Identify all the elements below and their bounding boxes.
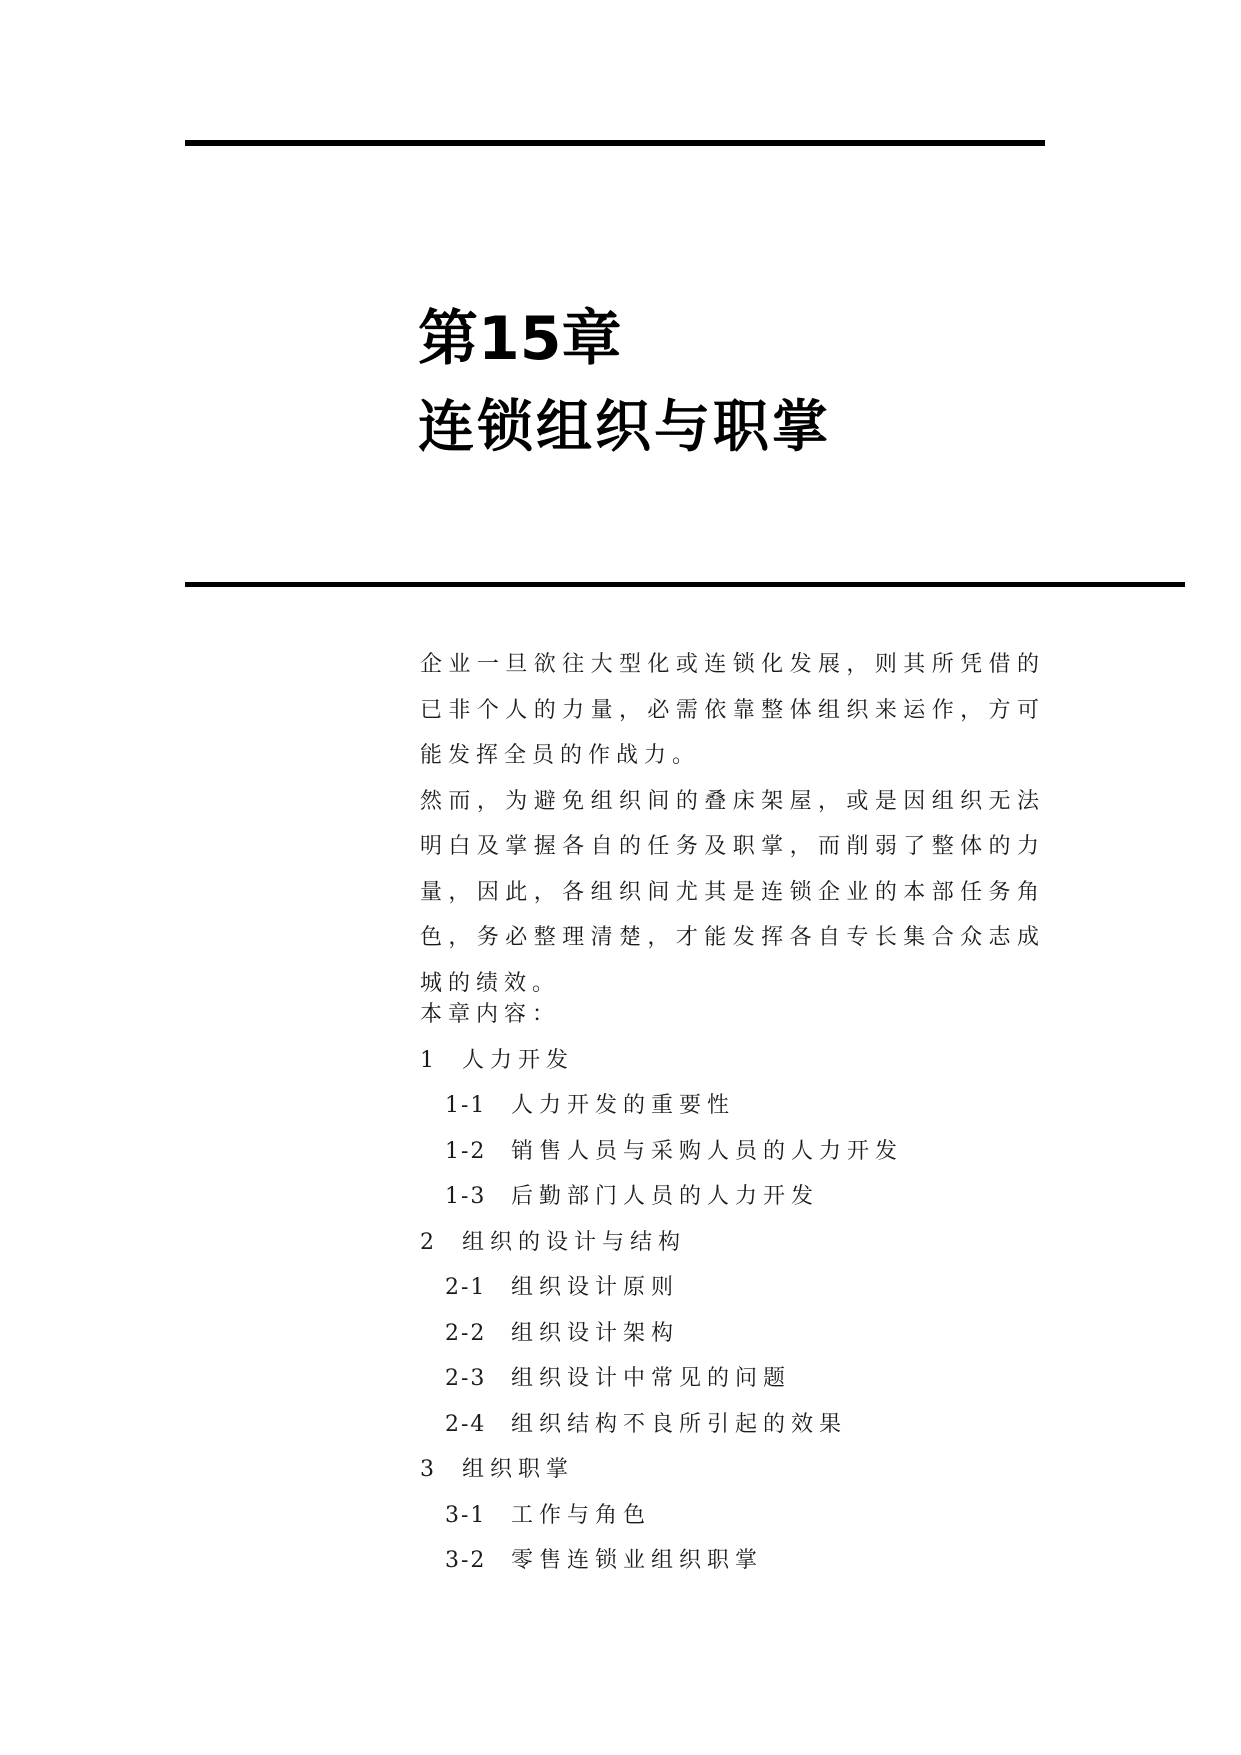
section-rule — [185, 582, 1185, 587]
chapter-title: 连锁组织与职掌 — [418, 395, 831, 460]
contents-item — [420, 1447, 1045, 1493]
contents-item-number: 1-2 — [445, 1138, 487, 1164]
top-rule — [185, 140, 1045, 146]
contents-item-label: 组织结构不良所引起的效果 — [511, 1411, 848, 1437]
contents-item-label: 组织设计原则 — [511, 1275, 680, 1300]
contents-item-label: 组织设计中常见的问题 — [511, 1366, 792, 1391]
contents-subitem — [420, 1129, 1045, 1175]
contents-item-number: 2 — [420, 1229, 436, 1255]
contents-item-label: 组织职掌 — [462, 1457, 575, 1482]
contents-item-label: 人力开发的重要性 — [511, 1093, 736, 1118]
contents-item-label: 零售连锁业组织职掌 — [511, 1548, 764, 1573]
contents-subitem — [420, 1311, 1045, 1357]
contents-item-number: 2-2 — [445, 1320, 487, 1346]
contents-item-number: 3 — [420, 1457, 436, 1482]
contents-item-label: 工作与角色 — [511, 1502, 652, 1528]
contents-item-label: 后勤部门人员的人力开发 — [511, 1184, 820, 1209]
contents-item-number: 3-1 — [445, 1502, 487, 1528]
chapter-heading — [418, 300, 831, 464]
chapter-intro — [420, 642, 1045, 1006]
contents-subitem — [420, 1493, 1045, 1539]
intro-paragraph: 然而，为避免组织间的叠床架屋，或是因组织无法明白及掌握各自的任务及职掌，而削弱了整体的力量，因此，各组织间尤其是连锁企业的本部任务角色，务必整理清楚，才能发挥各自专长集合众志成城的绩效。 — [420, 788, 1045, 996]
contents-subitem — [420, 1083, 1045, 1129]
chapter-contents — [420, 992, 1045, 1584]
intro-paragraph: 企业一旦欲往大型化或连锁化发展，则其所凭借的已非个人的力量，必需依靠整体组织来运作，方可能发挥全员的作战力。 — [420, 652, 1045, 768]
contents-item-number: 1 — [420, 1047, 436, 1073]
contents-item-number: 2-4 — [445, 1411, 487, 1437]
contents-item — [420, 1220, 1045, 1266]
contents-item-number: 1-3 — [445, 1184, 487, 1209]
contents-heading: 本章内容： — [420, 1002, 561, 1027]
contents-item — [420, 1038, 1045, 1084]
contents-item-label: 组织设计架构 — [511, 1320, 680, 1346]
contents-list — [420, 1038, 1045, 1584]
chapter-number: 第15章 — [418, 304, 622, 374]
contents-subitem — [420, 1402, 1045, 1448]
contents-item-number: 2-1 — [445, 1275, 487, 1300]
contents-item-number: 2-3 — [445, 1366, 487, 1391]
contents-item-number: 3-2 — [445, 1548, 487, 1573]
contents-item-label: 人力开发 — [462, 1047, 575, 1073]
contents-item-label: 销售人员与采购人员的人力开发 — [511, 1138, 904, 1164]
contents-item-number: 1-1 — [445, 1093, 487, 1118]
contents-item-label: 组织的设计与结构 — [462, 1229, 687, 1255]
contents-subitem — [420, 1356, 1045, 1402]
contents-subitem — [420, 1265, 1045, 1311]
contents-subitem — [420, 1174, 1045, 1220]
contents-subitem — [420, 1538, 1045, 1584]
